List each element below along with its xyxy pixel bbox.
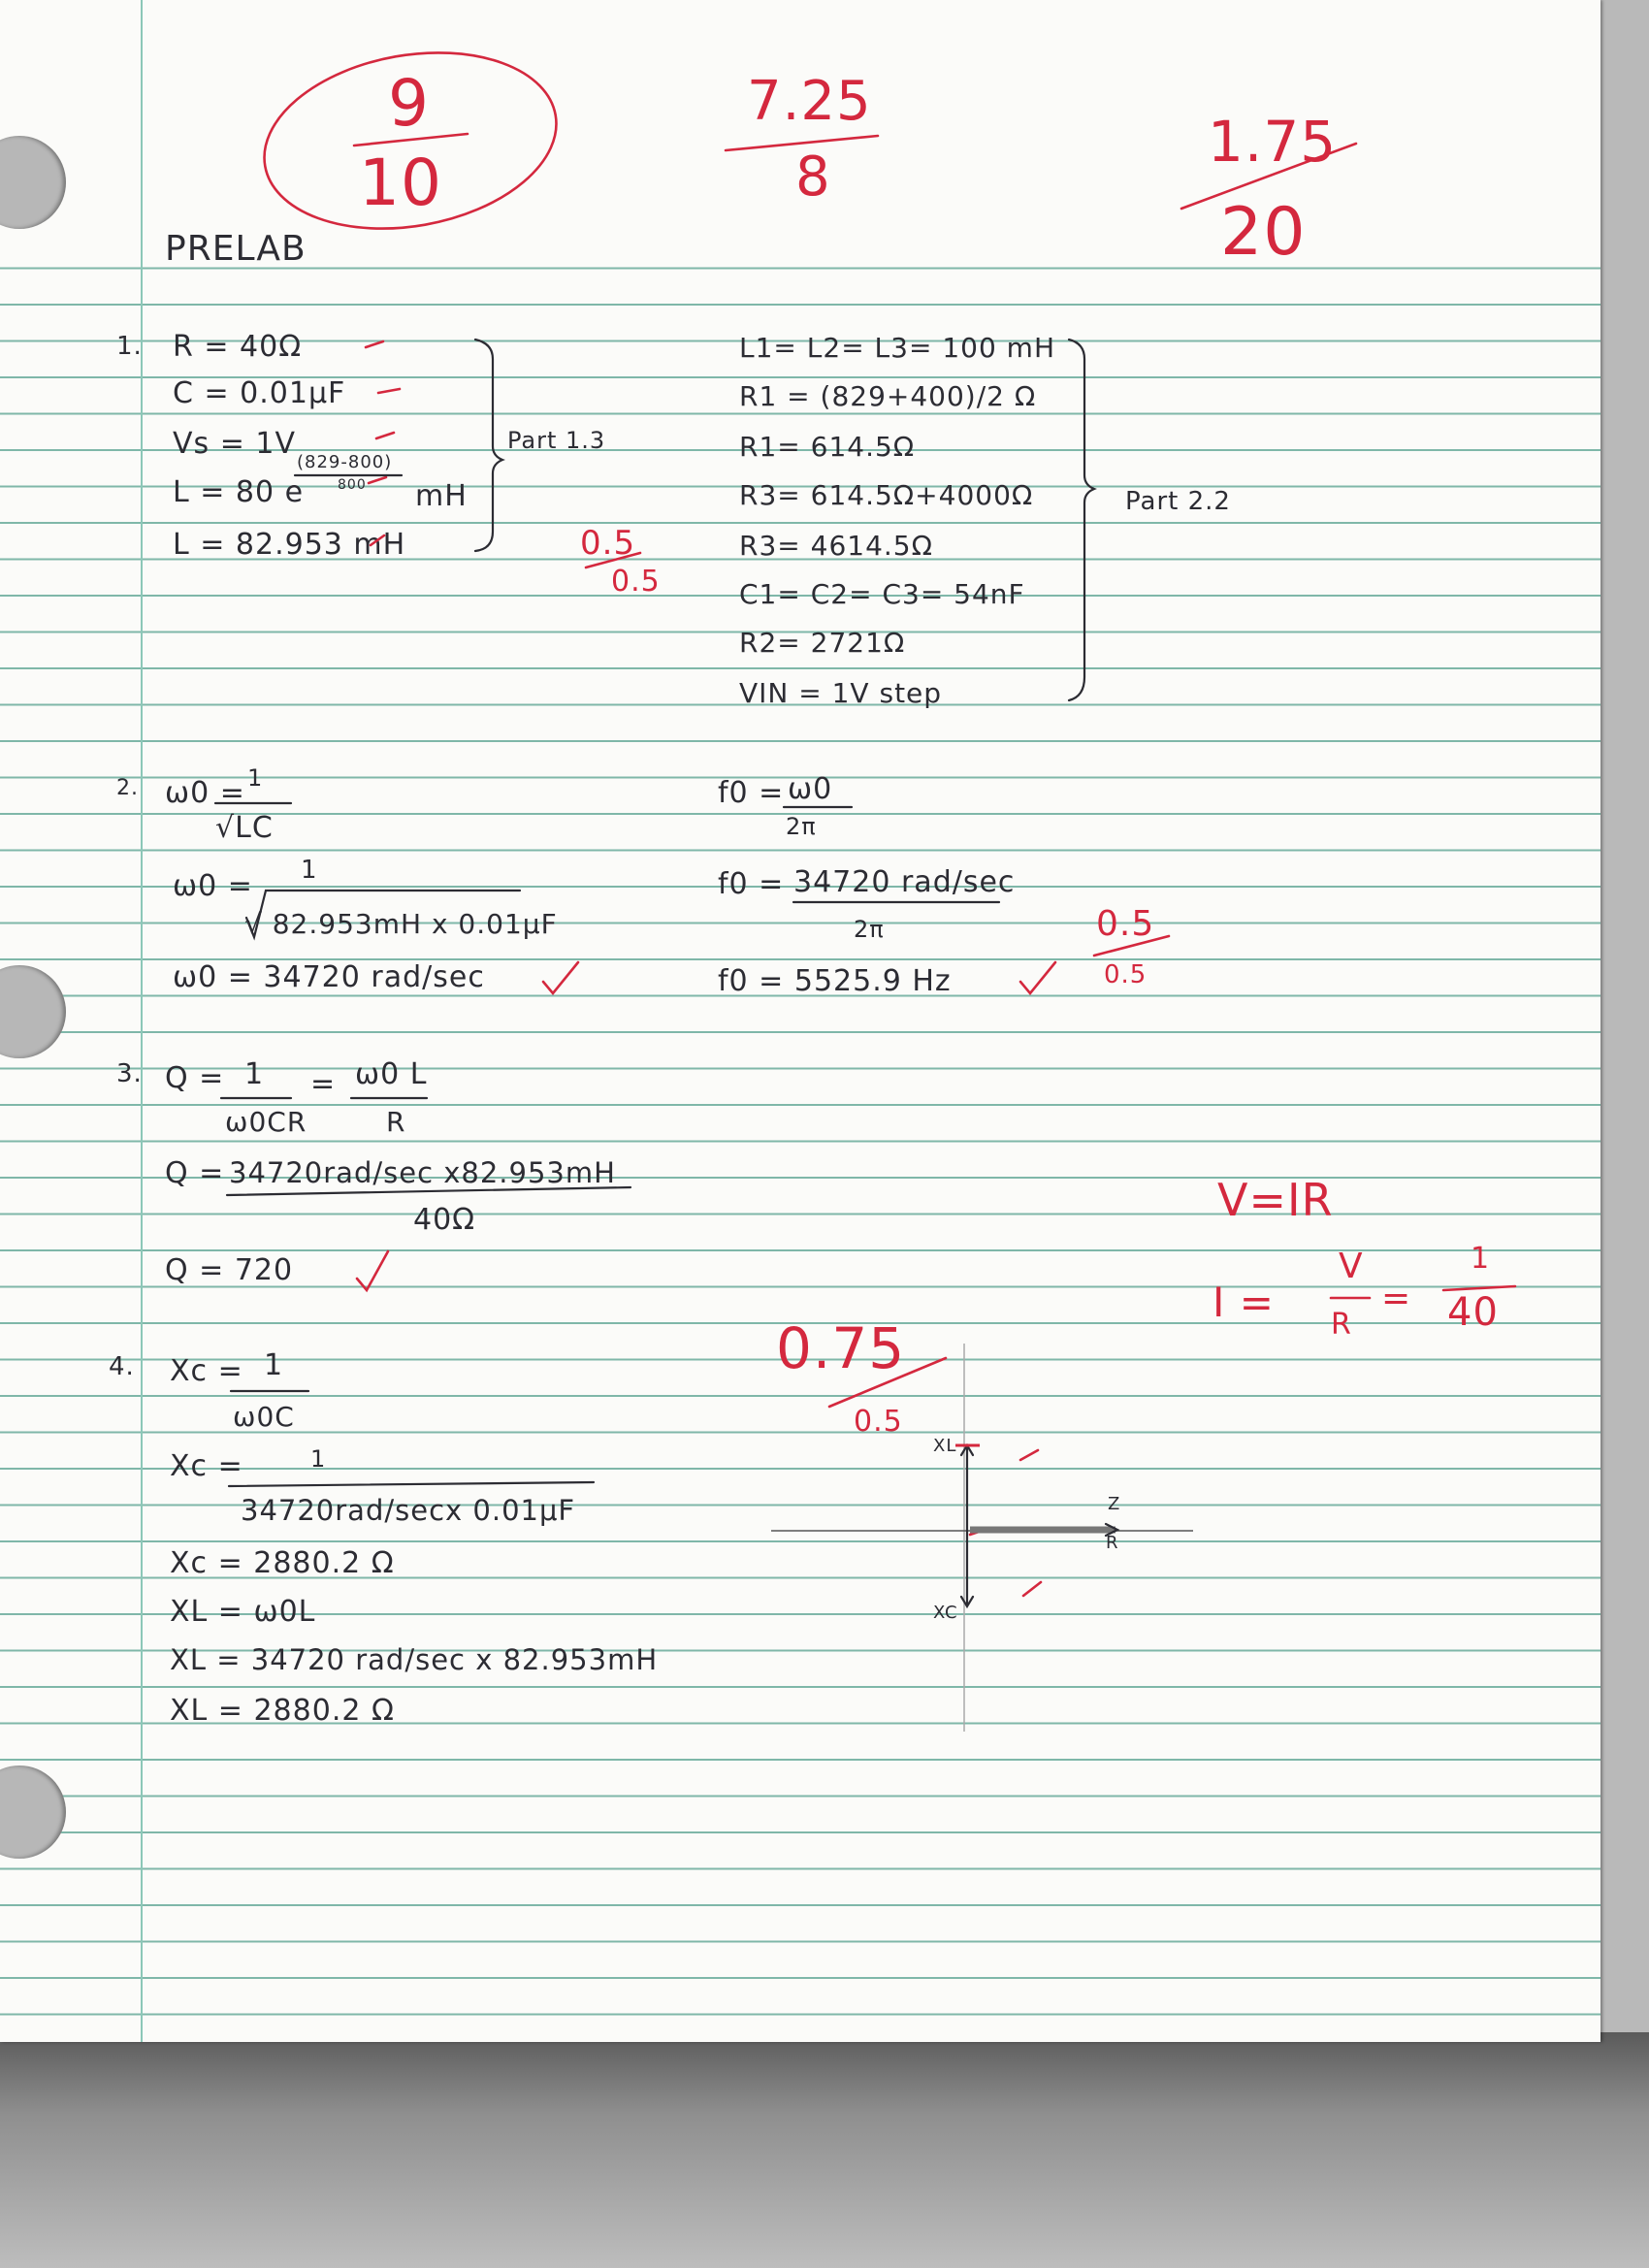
fraction-denominator: 40Ω [413, 1203, 476, 1237]
checkmark-icon [1020, 1450, 1038, 1460]
checkmark-icon [369, 477, 386, 483]
equation-lhs: Xc = [170, 1449, 243, 1483]
equation-lhs: f0 = [718, 776, 785, 810]
inductance-unit: mH [415, 479, 468, 513]
equation-result: Q = 720 [165, 1253, 294, 1287]
score-denominator: 0.5 [611, 565, 661, 599]
given-line: R2= 2721Ω [739, 627, 906, 659]
score-denominator: 0.5 [1104, 960, 1148, 989]
checkmark-icon [366, 341, 383, 347]
fraction-numerator: ω0 L [355, 1057, 428, 1091]
fraction-bar [1443, 1286, 1515, 1290]
equation-lhs: Xc = [170, 1354, 243, 1388]
fraction-denominator: 34720rad/secx 0.01μF [241, 1494, 576, 1527]
score-numerator: 0.5 [1096, 904, 1155, 944]
equation-line: XL = ω0L [170, 1595, 316, 1629]
given-line: C = 0.01μF [173, 376, 346, 410]
fraction-numerator: 1 [1471, 1242, 1491, 1276]
fraction-bar [586, 553, 640, 567]
given-line: R1 = (829+400)/2 Ω [739, 380, 1037, 412]
page-title: PRELAB [165, 229, 307, 269]
given-line: L = 82.953 mH [173, 528, 406, 562]
score-numerator: 9 [388, 66, 430, 141]
equation-lhs: f0 = [718, 867, 785, 901]
given-line: R3= 4614.5Ω [739, 530, 933, 562]
equation-line: XL = 2880.2 Ω [170, 1694, 395, 1728]
checkmark-icon [1020, 962, 1055, 993]
fraction-bar [227, 1187, 630, 1195]
question-number: 1. [116, 332, 143, 361]
fraction-numerator: 1 [264, 1348, 284, 1382]
fraction-bar [1181, 144, 1356, 209]
equals-sign: = [1381, 1279, 1412, 1318]
equation-line: Xc = 2880.2 Ω [170, 1546, 395, 1580]
fraction-numerator: 34720 rad/sec [793, 865, 1016, 899]
fraction-bar [354, 134, 468, 146]
fraction-denominator: R [386, 1106, 406, 1138]
fraction-numerator: 34720rad/sec x82.953mH [229, 1156, 616, 1189]
score-numerator: 7.25 [747, 70, 872, 133]
given-line: R1= 614.5Ω [739, 431, 916, 463]
checkmark-icon [371, 535, 384, 545]
scanner-background [0, 2032, 1649, 2268]
equation-lhs: ω0 = [165, 776, 245, 810]
equation-result: ω0 = 34720 rad/sec [173, 960, 485, 994]
checkmark-icon [543, 962, 578, 993]
exponent-denominator: 800 [338, 477, 367, 493]
equation-line: XL = 34720 rad/sec x 82.953mH [170, 1643, 659, 1676]
given-line: C1= C2= C3= 54nF [739, 578, 1025, 610]
part-label: Part 1.3 [507, 427, 606, 454]
fraction-denominator: 2π [854, 916, 885, 943]
phasor-label-xc: XC [933, 1603, 958, 1623]
fraction-denominator: ω0CR [225, 1106, 307, 1138]
score-denominator: 0.5 [854, 1405, 903, 1439]
phasor-label-xl: XL [933, 1436, 957, 1456]
score-denominator: 10 [359, 146, 442, 220]
equation-lhs: Q = [165, 1156, 225, 1190]
given-line: R3= 614.5Ω+4000Ω [739, 479, 1034, 511]
fraction-numerator: 1 [247, 764, 264, 792]
exponent-numerator: (829-800) [297, 452, 393, 472]
fraction-numerator: V [1339, 1247, 1364, 1286]
red-note-lhs: I = [1212, 1279, 1275, 1326]
checkmark-icon [378, 389, 400, 393]
fraction-denominator: ω0C [233, 1401, 295, 1433]
given-line: L1= L2= L3= 100 mH [739, 332, 1055, 364]
fraction-numerator: 1 [244, 1057, 265, 1091]
phasor-label-r: R [1106, 1533, 1119, 1553]
red-note-line: V=IR [1217, 1174, 1334, 1226]
score-numerator: 0.5 [580, 524, 636, 563]
equals-sign: = [310, 1067, 337, 1101]
fraction-bar [726, 136, 878, 150]
equation-result: f0 = 5525.9 Hz [718, 964, 952, 998]
fraction-denominator: 2π [786, 813, 817, 840]
fraction-denominator: 40 [1447, 1290, 1499, 1335]
fraction-numerator: ω0 [788, 772, 833, 806]
given-line: R = 40Ω [173, 330, 303, 364]
fraction-bar [1094, 936, 1169, 956]
question-number: 4. [109, 1352, 135, 1381]
fraction-denominator: R [1331, 1308, 1352, 1342]
equation-lhs: Q = [165, 1061, 225, 1095]
question-number: 2. [116, 776, 139, 800]
fraction-numerator: 1 [310, 1445, 327, 1473]
score-numerator: 0.75 [776, 1315, 906, 1381]
part-label: Part 2.2 [1125, 487, 1231, 516]
sqrt-icon [246, 891, 520, 937]
phasor-label-z: Z [1108, 1494, 1121, 1514]
fraction-denominator: √LC [215, 811, 274, 845]
given-line: L = 80 e [173, 475, 305, 509]
checkmark-icon [376, 433, 394, 438]
given-line: VIN = 1V step [739, 677, 943, 709]
equation-lhs: ω0 = [173, 869, 253, 903]
fraction-denominator: √ 82.953mH x 0.01μF [244, 908, 558, 940]
brace-icon [1069, 340, 1094, 700]
fraction-numerator: 1 [301, 856, 318, 885]
given-line: Vs = 1V [173, 427, 296, 461]
checkmark-icon [357, 1251, 388, 1290]
brace-icon [475, 340, 502, 551]
question-number: 3. [116, 1059, 143, 1088]
score-numerator: 1.75 [1208, 109, 1338, 175]
score-denominator: 8 [795, 146, 831, 209]
fraction-bar [829, 1358, 946, 1407]
fraction-bar [229, 1482, 594, 1486]
score-denominator: 20 [1220, 194, 1307, 271]
checkmark-icon [1023, 1582, 1041, 1596]
